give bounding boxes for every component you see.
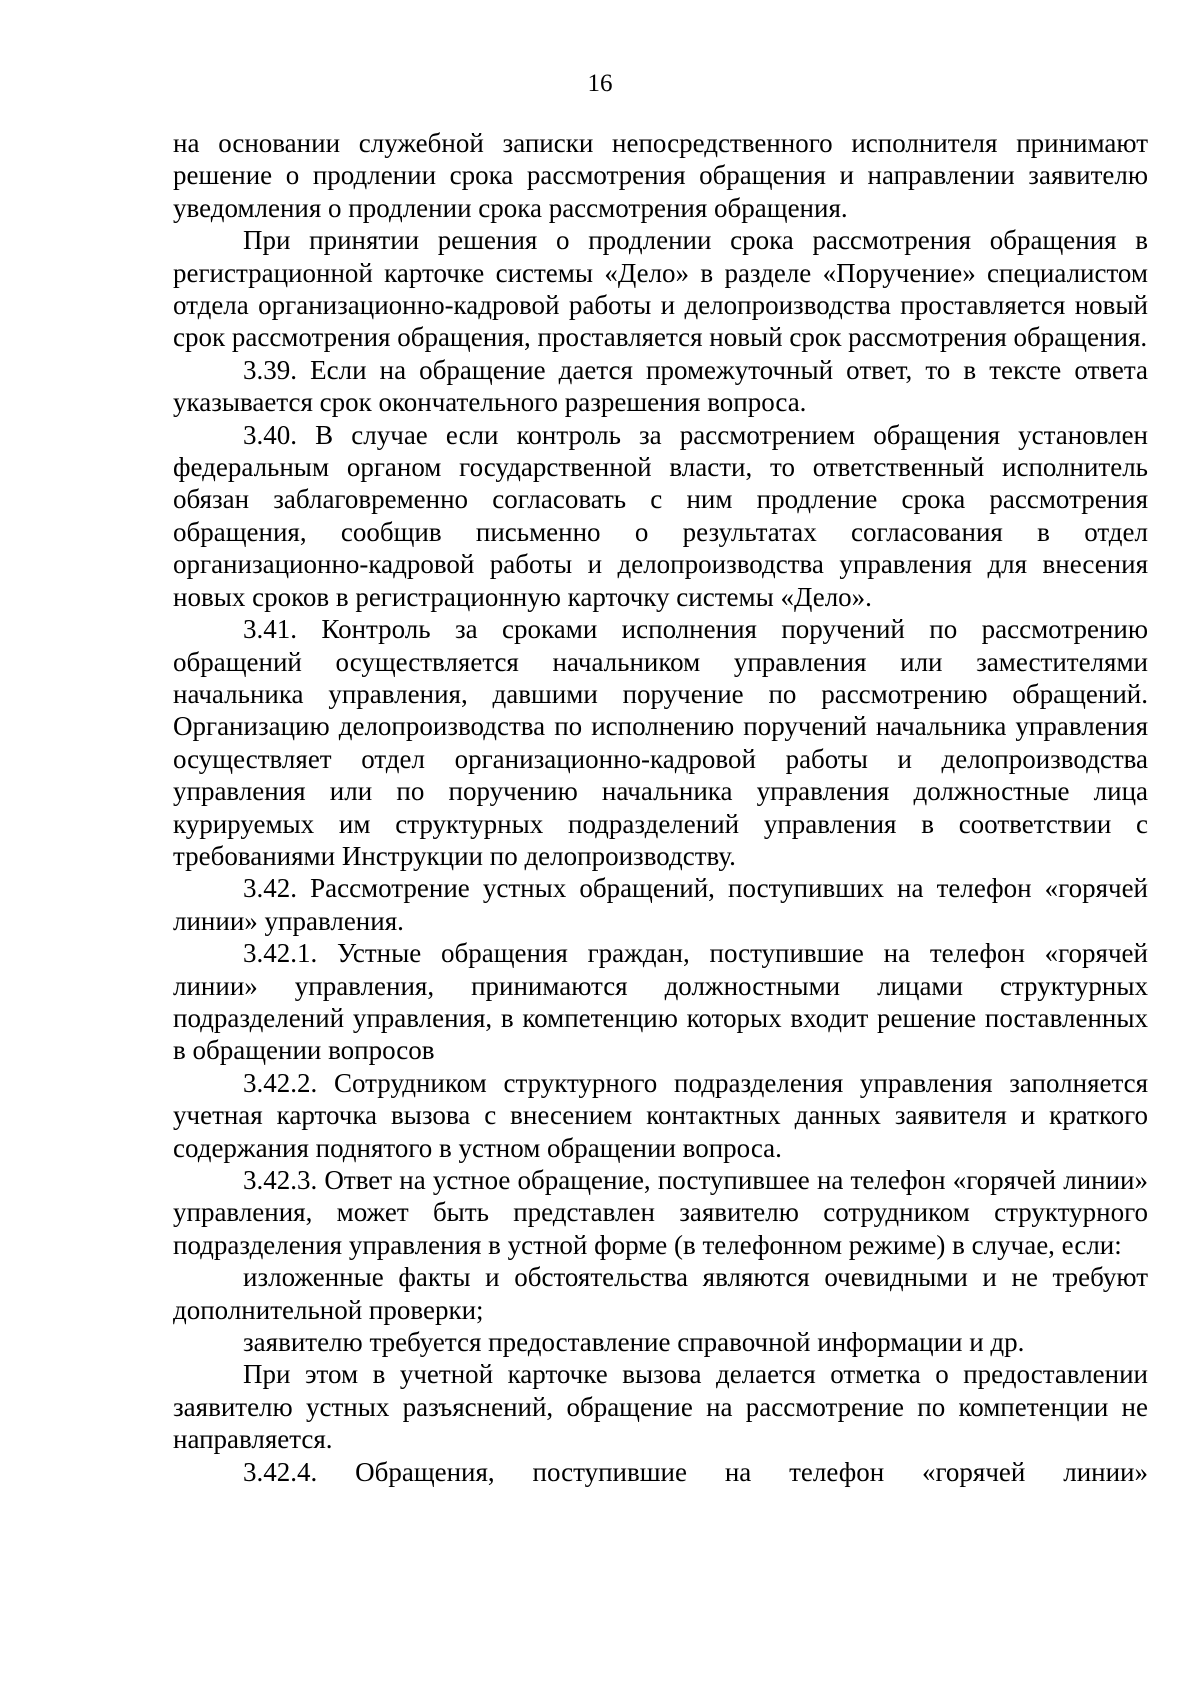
paragraph: 3.42.1. Устные обращения граждан, поступившие на телефон «горячей линии» управления, принимаются должностными лицами структурных подразделений управления, в компетенцию которых входит решение поставленных в обращении вопросов	[173, 938, 1148, 1066]
paragraph: на основании служебной записки непосредственного исполнителя принимают решение о продлении срока рассмотрения обращения и направлении заявителю уведомления о продлении срока рассмотрения обращения.	[173, 128, 1148, 223]
paragraph: 3.42.4. Обращения, поступившие на телефон «горячей линии»	[243, 1456, 1148, 1487]
paragraph: 3.42. Рассмотрение устных обращений, поступивших на телефон «горячей линии» управления.	[173, 873, 1148, 936]
list-item: заявителю требуется предоставление справочной информации и др.	[243, 1327, 1025, 1358]
paragraph: 3.39. Если на обращение дается промежуточный ответ, то в тексте ответа указывается срок окончательного разрешения вопроса.	[173, 354, 1148, 418]
paragraph: При этом в учетной карточке вызова делается отметка о предоставлении заявителю устных разъяснений, обращение на рассмотрение по компетенции не направляется.	[173, 1359, 1148, 1455]
paragraph: 3.42.2. Сотрудником структурного подразделения управления заполняется учетная карточка вызова с внесением контактных данных заявителя и краткого содержания поднятого в устном обращении вопроса.	[173, 1067, 1148, 1163]
page-number: 16	[587, 70, 613, 97]
paragraph: При принятии решения о продлении срока рассмотрения обращения в регистрационной карточке системы «Дело» в разделе «Поручение» специалистом отдела организационно-кадровой работы и делопроизводства проставляется новый срок рассмотрения обращения, проставляется новый срок рассмотрения обращения.	[173, 225, 1148, 353]
paragraph: 3.42.3. Ответ на устное обращение, поступившее на телефон «горячей линии» управления, может быть представлен заявителю сотрудником структурного подразделения управления в устной форме (в телефонном режиме) в случае, если:	[173, 1165, 1148, 1260]
document-body	[173, 127, 1148, 1488]
paragraph: 3.41. Контроль за сроками исполнения поручений по рассмотрению обращений осуществляется начальником управления или заместителями начальника управления, давшими поручение по рассмотрению обращений. Организацию делопроизводства по исполнению поручений начальника управления осуществляет отдел организационно-кадровой работы и делопроизводства управления или по поручению начальника управления должностные лица курируемых им структурных подразделений управления в соответствии с требованиями Инструкции по делопроизводству.	[173, 614, 1148, 871]
list-item: изложенные факты и обстоятельства являются очевидными и не требуют дополнительной проверки;	[173, 1262, 1148, 1325]
paragraph: 3.40. В случае если контроль за рассмотрением обращения установлен федеральным органом государственной власти, то ответственный исполнитель обязан заблаговременно согласовать с ним продление срока рассмотрения обращения, сообщив письменно о результатах согласования в отдел организационно-кадровой работы и делопроизводства управления для внесения новых сроков в регистрационную карточку системы «Дело».	[173, 419, 1148, 612]
